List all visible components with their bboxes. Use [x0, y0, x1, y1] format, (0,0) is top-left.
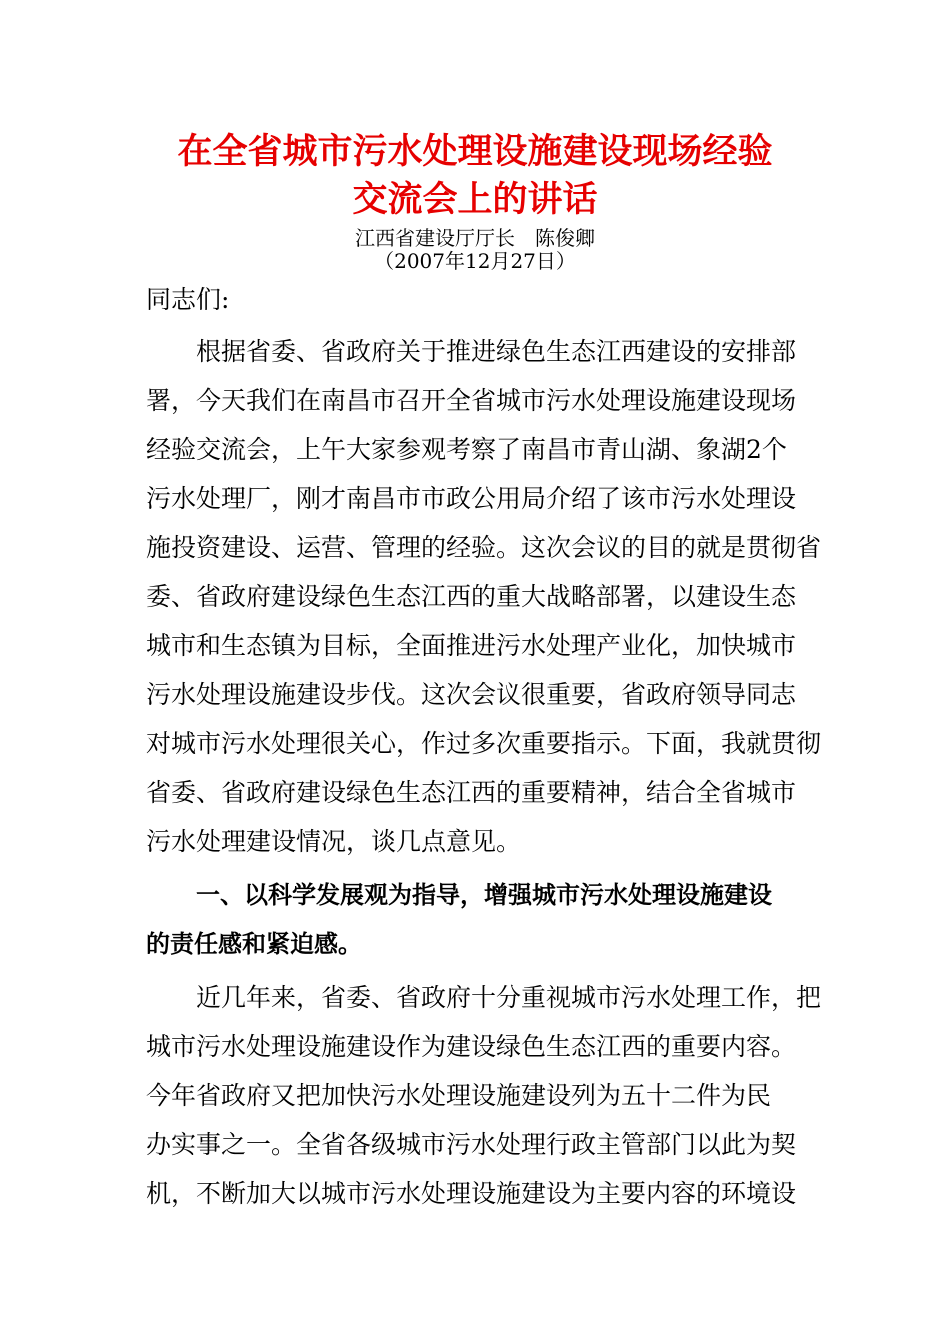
salutation: 同志们:	[146, 285, 230, 314]
section-heading-1: 一、以科学发展观为指导，增强城市污水处理设施建设	[196, 881, 772, 909]
paragraph-1-line: 施投资建设、运营、管理的经验。这次会议的目的就是贯彻省	[146, 533, 822, 562]
author-line: 江西省建设厅厅长 陈俊卿	[355, 226, 595, 250]
paragraph-2-line: 近几年来，省委、省政府十分重视城市污水处理工作，把	[196, 983, 822, 1012]
paragraph-1-line: 经验交流会，上午大家参观考察了南昌市青山湖、象湖2个	[146, 435, 787, 464]
date-line: （2007年12月27日）	[374, 249, 576, 273]
paragraph-1-line: 委、省政府建设绿色生态江西的重大战略部署，以建设生态	[146, 582, 797, 611]
paragraph-2-line: 今年省政府又把加快污水处理设施建设列为五十二件为民	[146, 1081, 772, 1110]
paragraph-1-line: 对城市污水处理很关心，作过多次重要指示。下面，我就贯彻	[146, 729, 822, 758]
paragraph-1-line: 根据省委、省政府关于推进绿色生态江西建设的安排部	[196, 337, 797, 366]
paragraph-2-line: 办实事之一。全省各级城市污水处理行政主管部门以此为契	[146, 1130, 797, 1159]
paragraph-1-line: 污水处理建设情况，谈几点意见。	[146, 827, 522, 856]
paragraph-2-line: 城市污水处理设施建设作为建设绿色生态江西的重要内容。	[146, 1032, 797, 1061]
section-heading-1-continued: 的责任感和紧迫感。	[146, 930, 362, 958]
paragraph-2-line: 机，不断加大以城市污水处理设施建设为主要内容的环境设	[146, 1179, 797, 1208]
paragraph-1-line: 污水处理厂，刚才南昌市市政公用局介绍了该市污水处理设	[146, 484, 797, 513]
paragraph-1-line: 污水处理设施建设步伐。这次会议很重要，省政府领导同志	[146, 680, 797, 709]
title-line-1: 在全省城市污水处理设施建设现场经验	[177, 132, 773, 172]
paragraph-1-line: 城市和生态镇为目标，全面推进污水处理产业化，加快城市	[146, 631, 797, 660]
title-line-2: 交流会上的讲话	[352, 180, 598, 220]
paragraph-1-line: 署，今天我们在南昌市召开全省城市污水处理设施建设现场	[146, 386, 797, 415]
paragraph-1-line: 省委、省政府建设绿色生态江西的重要精神，结合全省城市	[146, 778, 797, 807]
